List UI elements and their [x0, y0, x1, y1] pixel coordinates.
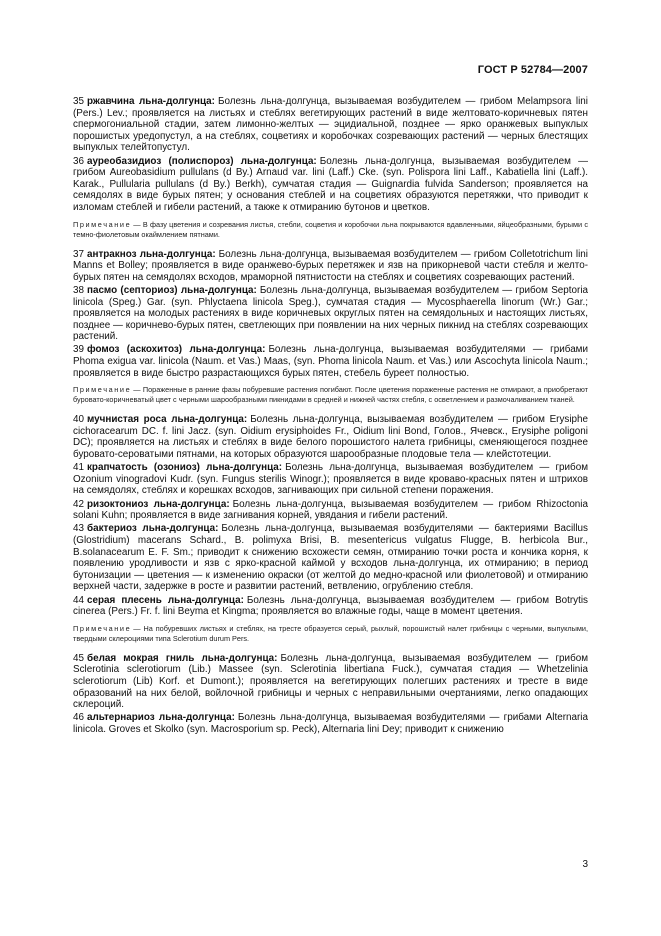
- entry-number: 43: [73, 523, 84, 535]
- entry-number: 37: [73, 248, 84, 260]
- term-entry: [73, 414, 588, 460]
- term-entry: [73, 712, 588, 735]
- note: [73, 220, 588, 240]
- term-entry: [73, 523, 588, 593]
- note-text: — Пораженные в ранние фазы побуревшие растения погибают. После цветения пораженные растения не отмирают, а приобретают буровато-коричневатый цвет с черными шарообразными пикнидами в средней и нижней частях стебля, с осветлением и размочаливанием тканей.: [73, 385, 588, 405]
- entry-definition: Болезнь льна-долгунца, вызываемая возбудителем — грибом Sclerotinia sclerotiorum (Lib.) Massee (syn. Sclerotinia libertiana Fuck.), сумчатая стадия — Whetzelinia sclerotiorum (Lib) Korf. et Dumont.); проявляется на вегетирующих полегших растениях и тресте в виде образований на них белой, войлочной грибницы и черных с неправильными очертаниями, легко опадающих склероций.: [73, 652, 589, 711]
- entry-term: фомоз (аскохитоз) льна-долгунца:: [86, 344, 266, 356]
- term-entry: [73, 653, 588, 711]
- note-label: Примечание: [73, 385, 132, 395]
- standard-header: ГОСТ Р 52784—2007: [477, 64, 588, 76]
- note: [73, 624, 588, 644]
- entry-number: 40: [73, 414, 84, 426]
- term-entry: [73, 96, 588, 154]
- entry-definition: Болезнь льна-долгунца, вызываемая возбудителями — бактериями Bacillus (Glostridium) macerans Schard., B. polimyxa Brisi, B. mesentericus vulgatus Flugge, B. herbicola Bur., B.solanacearum E. F. Sm.; приводит к снижению всхожести семян, отмиранию точки роста и кончика корня, к появлению уродливости и язв с ярко-красной каймой у всходов льна-долгунца, их отмиранию; в период бутонизации — цветения — к изменению окраски (от желтой до медно-красной или фиолетовой) и отмиранию верхней части, задержке в росте и развитии растений, ветвлению, огрублению стебля.: [73, 523, 588, 593]
- entry-term: серая плесень льна-долгунца:: [86, 594, 244, 606]
- entry-number: 35: [73, 96, 84, 107]
- entry-definition: Болезнь льна-долгунца, вызываемая возбудителем — грибом Aureobasidium pullulans (d By.) Arnaud var. lini (Laff.) Cke. (syn. Polispora lini Laff., Kabatiella lini (Laff.). Karak., Pullularia pullulans (d By.) Berkh), сумчатая стадия — Guignardia fulvida Sanderson; проявляется на семядолях в виде бурых пятен; у основания стеблей и на соцветиях образуются перетяжки, что приводит к изломам стеблей и гибели растений, а также к отмиранию бутонов и цветков.: [73, 155, 589, 213]
- note-text: — На побуревших листьях и стеблях, на тресте образуется серый, рыхлый, порошистый налет грибницы с черными, выпуклыми, твердыми склероциями типа Sclerotium durum Pers.: [73, 623, 588, 643]
- entry-definition: Болезнь льна-долгунца, вызываемая возбудителем — грибом Rhizoctonia solani Kuhn; проявляется в виде загнивания корней, увядания и гибели растений.: [73, 498, 588, 522]
- entry-term: альтернариоз льна-долгунца:: [86, 712, 235, 724]
- term-entry: [73, 285, 588, 343]
- entry-number: 41: [73, 462, 84, 474]
- entry-definition: Болезнь льна-долгунца, вызываемая возбудителем — грибом Melampsora lini (Pers.) Lev.; проявляется на листьях и стеблях вегетирующих растений в виде желтовато-коричневых пятен спермогониальной стадии, затем лимонно-желтых — эцидиальной, позднее — ярко оранжевых выпуклых порошистых уредопустул, а на стеблях, соцветиях и коробочках созревающих растений — черных блестящих выпуклых телейтопустул.: [73, 96, 588, 154]
- entry-definition: Болезнь льна-долгунца, вызываемая возбудителем — грибом Colletotrichum lini Manns et Bolley; проявляется в виде оранжево-бурых перетяжек и язв на прикорневой части стебля и желто-бурых пятен на семядолях всходов, мраморной пятнистости на стеблях и соцветиях созревающих растений.: [73, 248, 588, 283]
- term-entry: [73, 595, 588, 618]
- entry-term: крапчатость (озониоз) льна-долгунца:: [86, 462, 283, 474]
- entry-definition: Болезнь льна-долгунца, вызываемая возбудителями — грибами Alternaria linicola. Groves et Skolko (syn. Macrosporium sp. Peck), Alternaria lini Dey; приводит к снижению: [73, 712, 588, 735]
- term-entry: [73, 344, 588, 379]
- page-number: 3: [582, 859, 588, 870]
- term-entry: [73, 249, 588, 284]
- entry-term: белая мокрая гниль льна-долгунца:: [86, 652, 278, 664]
- entry-number: 38: [73, 284, 84, 296]
- note: [73, 385, 588, 405]
- entry-term: ризоктониоз льна-долгунца:: [86, 498, 230, 510]
- term-entry: [73, 499, 588, 522]
- entry-definition: Болезнь льна-долгунца, вызываемая возбудителем — грибом Ozonium vinogradovi Kudr. (syn. Fungus sterilis Winogr.); проявляется в виде кроваво-красных пятен и штрихов на семядолях, стеблях и корешках всходов, загнивающих при сильной степени поражения.: [73, 462, 588, 497]
- note-text: — В фазу цветения и созревания листья, стебли, соцветия и коробочки льна покрываются вдавленными, яйцеобразными, бурыми с темно-фиолетовым окаймлением пятнами.: [73, 219, 588, 239]
- note-label: Примечание: [73, 623, 132, 633]
- term-entry: [73, 156, 588, 214]
- entry-term: бактериоз льна-долгунца:: [86, 523, 219, 535]
- entry-number: 45: [73, 652, 84, 664]
- entry-definition: Болезнь льна-долгунца, вызываемая возбудителями — грибами Phoma exigua var. linicola (Naum. et Vas.) Maas, (syn. Phoma linicola Naum. et Vas.) или Ascochyta linicola Naum.; проявляется в виде быстро разрастающихся бурых пятен, стебель буреет полностью.: [73, 344, 588, 379]
- entry-number: 39: [73, 344, 84, 356]
- term-entry: [73, 462, 588, 497]
- entry-number: 44: [73, 594, 84, 606]
- entry-number: 42: [73, 498, 84, 510]
- entry-definition: Болезнь льна-долгунца, вызываемая возбудителем — грибом Erysiphe cichoracearum DC. f. lini Jacz. (syn. Oidium erysiphoides Fr., Oidium lini Bond, Голов., Ячевск., Erysiphe poligoni DC); проявляется на листьях и стеблях в виде белого порошистого налета грибницы, сменяющегося позднее буровато-сероватыми пятнами, на которых образуются шарообразные плодовые тела — клейстотеции.: [73, 414, 588, 461]
- document-body: [73, 96, 588, 737]
- entry-term: антракноз льна-долгунца:: [86, 248, 216, 260]
- note-label: Примечание: [73, 219, 132, 229]
- entry-number: 36: [73, 155, 84, 167]
- entry-term: ржавчина льна-долгунца:: [86, 96, 215, 107]
- entry-term: пасмо (септориоз) льна-долгунца:: [86, 284, 257, 296]
- entry-number: 46: [73, 712, 84, 724]
- entry-definition: Болезнь льна-долгунца, вызываемая возбудителем — грибом Botrytis cinerea (Pers.) Fr. f. lini Beyma et Kingma; проявляется во влажные годы, чаще в момент цветения.: [73, 594, 588, 618]
- entry-definition: Болезнь льна-долгунца, вызываемая возбудителем — грибом Septoria linicola (Speg.) Gar. (syn. Phlyctaena linicola Speg.), сумчатая стадия — Mycosphaerella linorum (Wr.) Gar.; проявляется на молодых растениях в виде коричневых округлых пятен на семядольных и настоящих листьях, позднее — коричнево-бурых пятен, светлеющих при появлении на них черных пикнид на стеблях созревающих растений.: [73, 284, 589, 343]
- entry-term: ауреобазидиоз (полиспороз) льна-долгунца:: [86, 155, 317, 167]
- entry-term: мучнистая роса льна-долгунца:: [86, 414, 248, 426]
